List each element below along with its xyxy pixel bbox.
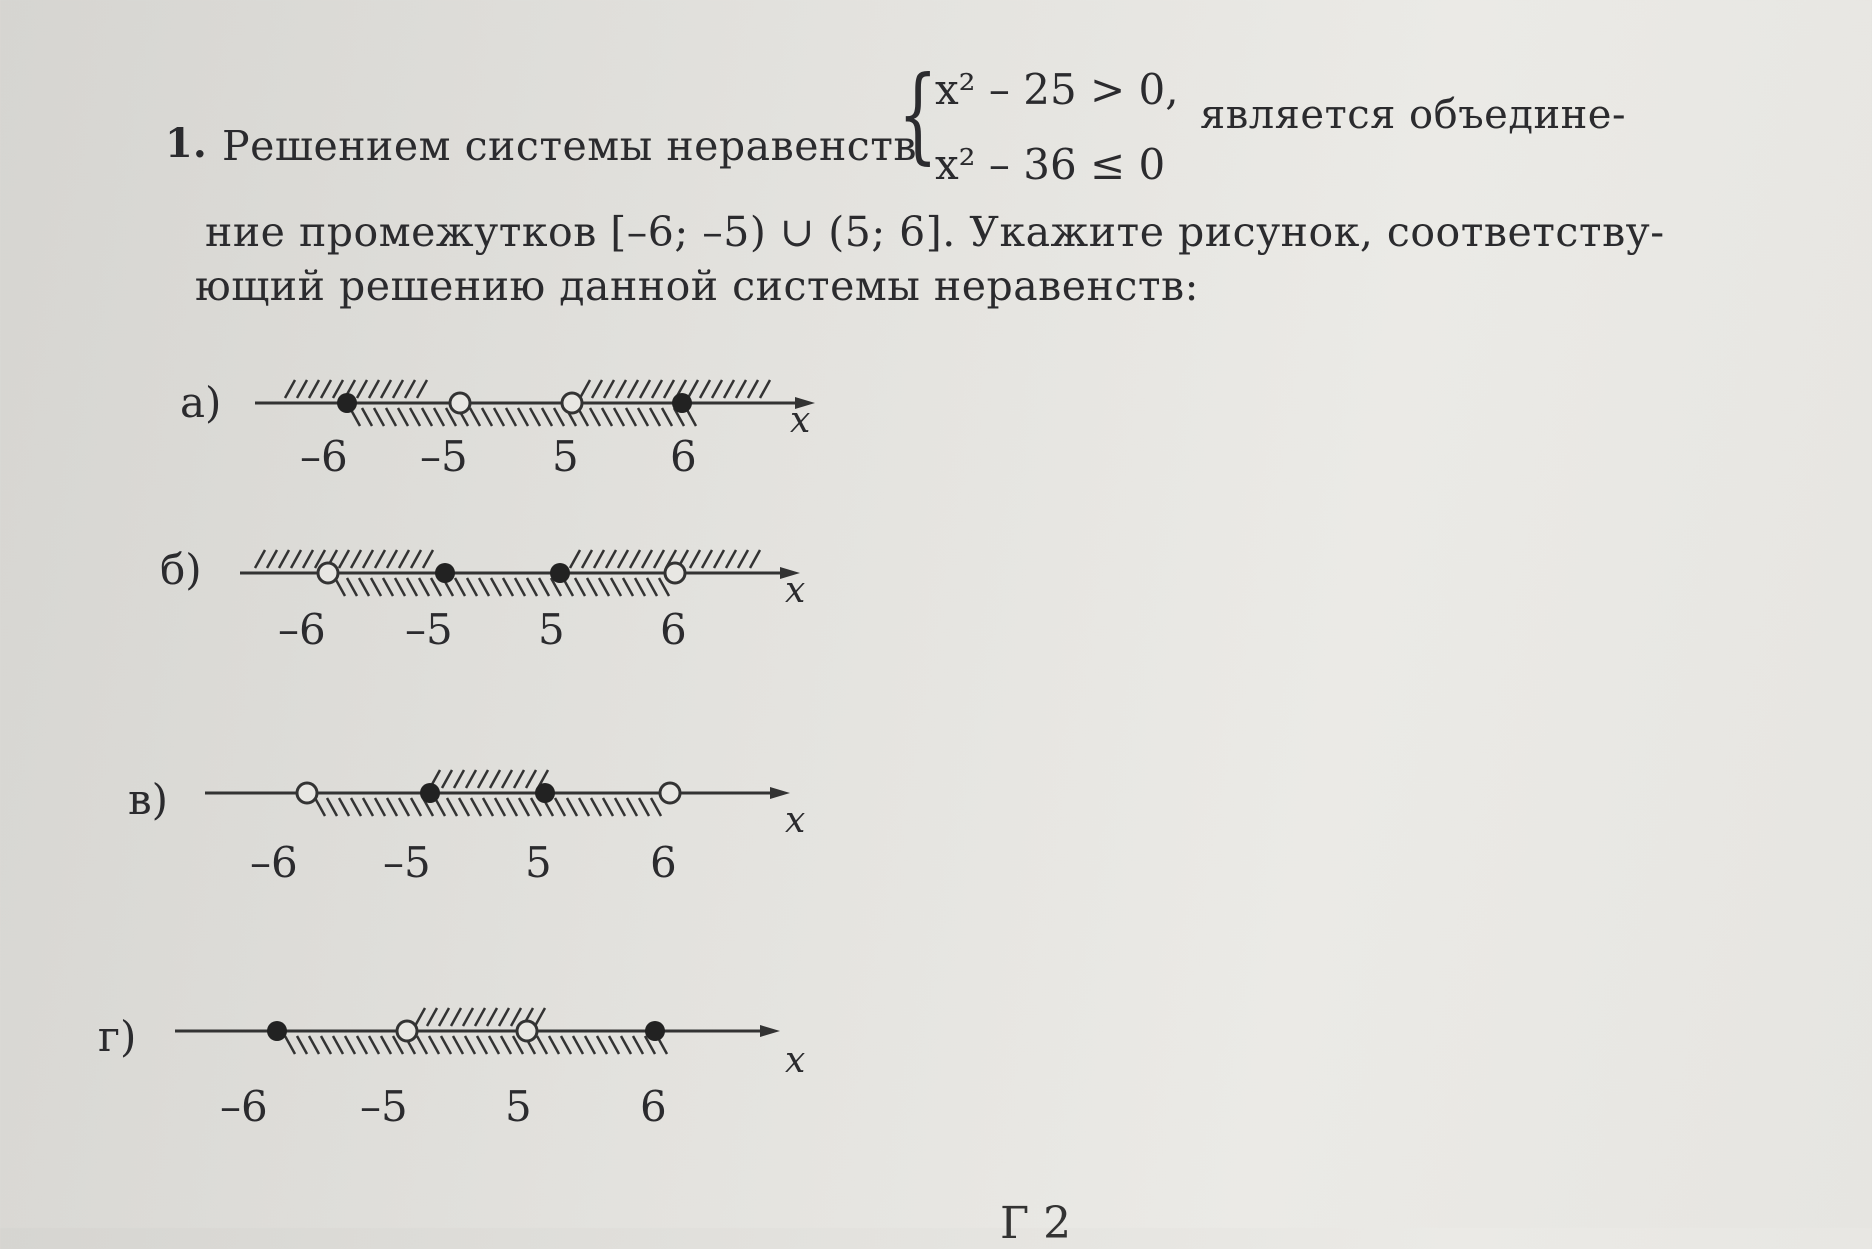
point-b-6 [665, 563, 685, 583]
task-number: 1. [165, 120, 207, 167]
option-b-axis-label: x [785, 570, 806, 611]
task-text-start: Решением системы неравенств [222, 122, 918, 170]
option-g-label[interactable]: г) [98, 1012, 137, 1061]
option-a-label[interactable]: а) [180, 378, 222, 427]
task-text-after-system: является объедине- [1200, 92, 1626, 138]
option-b-tick-minus6: –6 [278, 605, 326, 654]
point-g-5 [517, 1021, 537, 1041]
system-brace: { [898, 53, 938, 175]
option-v-label[interactable]: в) [128, 775, 169, 824]
point-g-minus5 [397, 1021, 417, 1041]
point-v-6 [660, 783, 680, 803]
option-g-number-line [175, 998, 795, 1068]
option-v-axis-label: x [785, 800, 806, 841]
point-b-minus6 [318, 563, 338, 583]
option-g-tick-5: 5 [505, 1082, 532, 1131]
option-b-tick-minus5: –5 [405, 605, 453, 654]
point-a-6 [672, 393, 692, 413]
point-v-minus5 [420, 783, 440, 803]
point-g-6 [645, 1021, 665, 1041]
option-v-number-line [205, 760, 805, 830]
point-g-minus6 [267, 1021, 287, 1041]
option-g-tick-minus5: –5 [360, 1082, 408, 1131]
option-v-tick-6: 6 [650, 838, 677, 887]
point-v-minus6 [297, 783, 317, 803]
point-a-minus5 [450, 393, 470, 413]
option-b-tick-5: 5 [538, 605, 565, 654]
option-g-tick-minus6: –6 [220, 1082, 268, 1131]
option-v-tick-minus6: –6 [250, 838, 298, 887]
option-a-tick-5: 5 [552, 432, 579, 481]
point-a-minus6 [337, 393, 357, 413]
option-a-axis-label: x [790, 400, 811, 441]
point-b-5 [550, 563, 570, 583]
option-b-number-line [235, 540, 795, 600]
option-g-axis-label: x [785, 1040, 806, 1081]
option-b-label[interactable]: б) [160, 545, 202, 594]
system-inequality-1: x² – 25 > 0, [935, 65, 1179, 114]
option-a-number-line [250, 370, 810, 430]
system-inequality-2: x² – 36 ≤ 0 [935, 140, 1166, 189]
point-b-minus5 [435, 563, 455, 583]
option-a-tick-minus6: –6 [300, 432, 348, 481]
option-g-tick-6: 6 [640, 1082, 667, 1131]
footer-fragment: Г 2 [1000, 1198, 1072, 1249]
option-b-tick-6: 6 [660, 605, 687, 654]
task-text-line-2: ние промежутков [–6; –5) ∪ (5; 6]. Укажите рисунок, соответству- [205, 208, 1665, 256]
option-v-tick-5: 5 [525, 838, 552, 887]
option-a-tick-minus5: –5 [420, 432, 468, 481]
point-v-5 [535, 783, 555, 803]
task-text-line-3: ющий решению данной системы неравенств: [195, 262, 1199, 310]
option-v-tick-minus5: –5 [383, 838, 431, 887]
option-a-tick-6: 6 [670, 432, 697, 481]
point-a-5 [562, 393, 582, 413]
